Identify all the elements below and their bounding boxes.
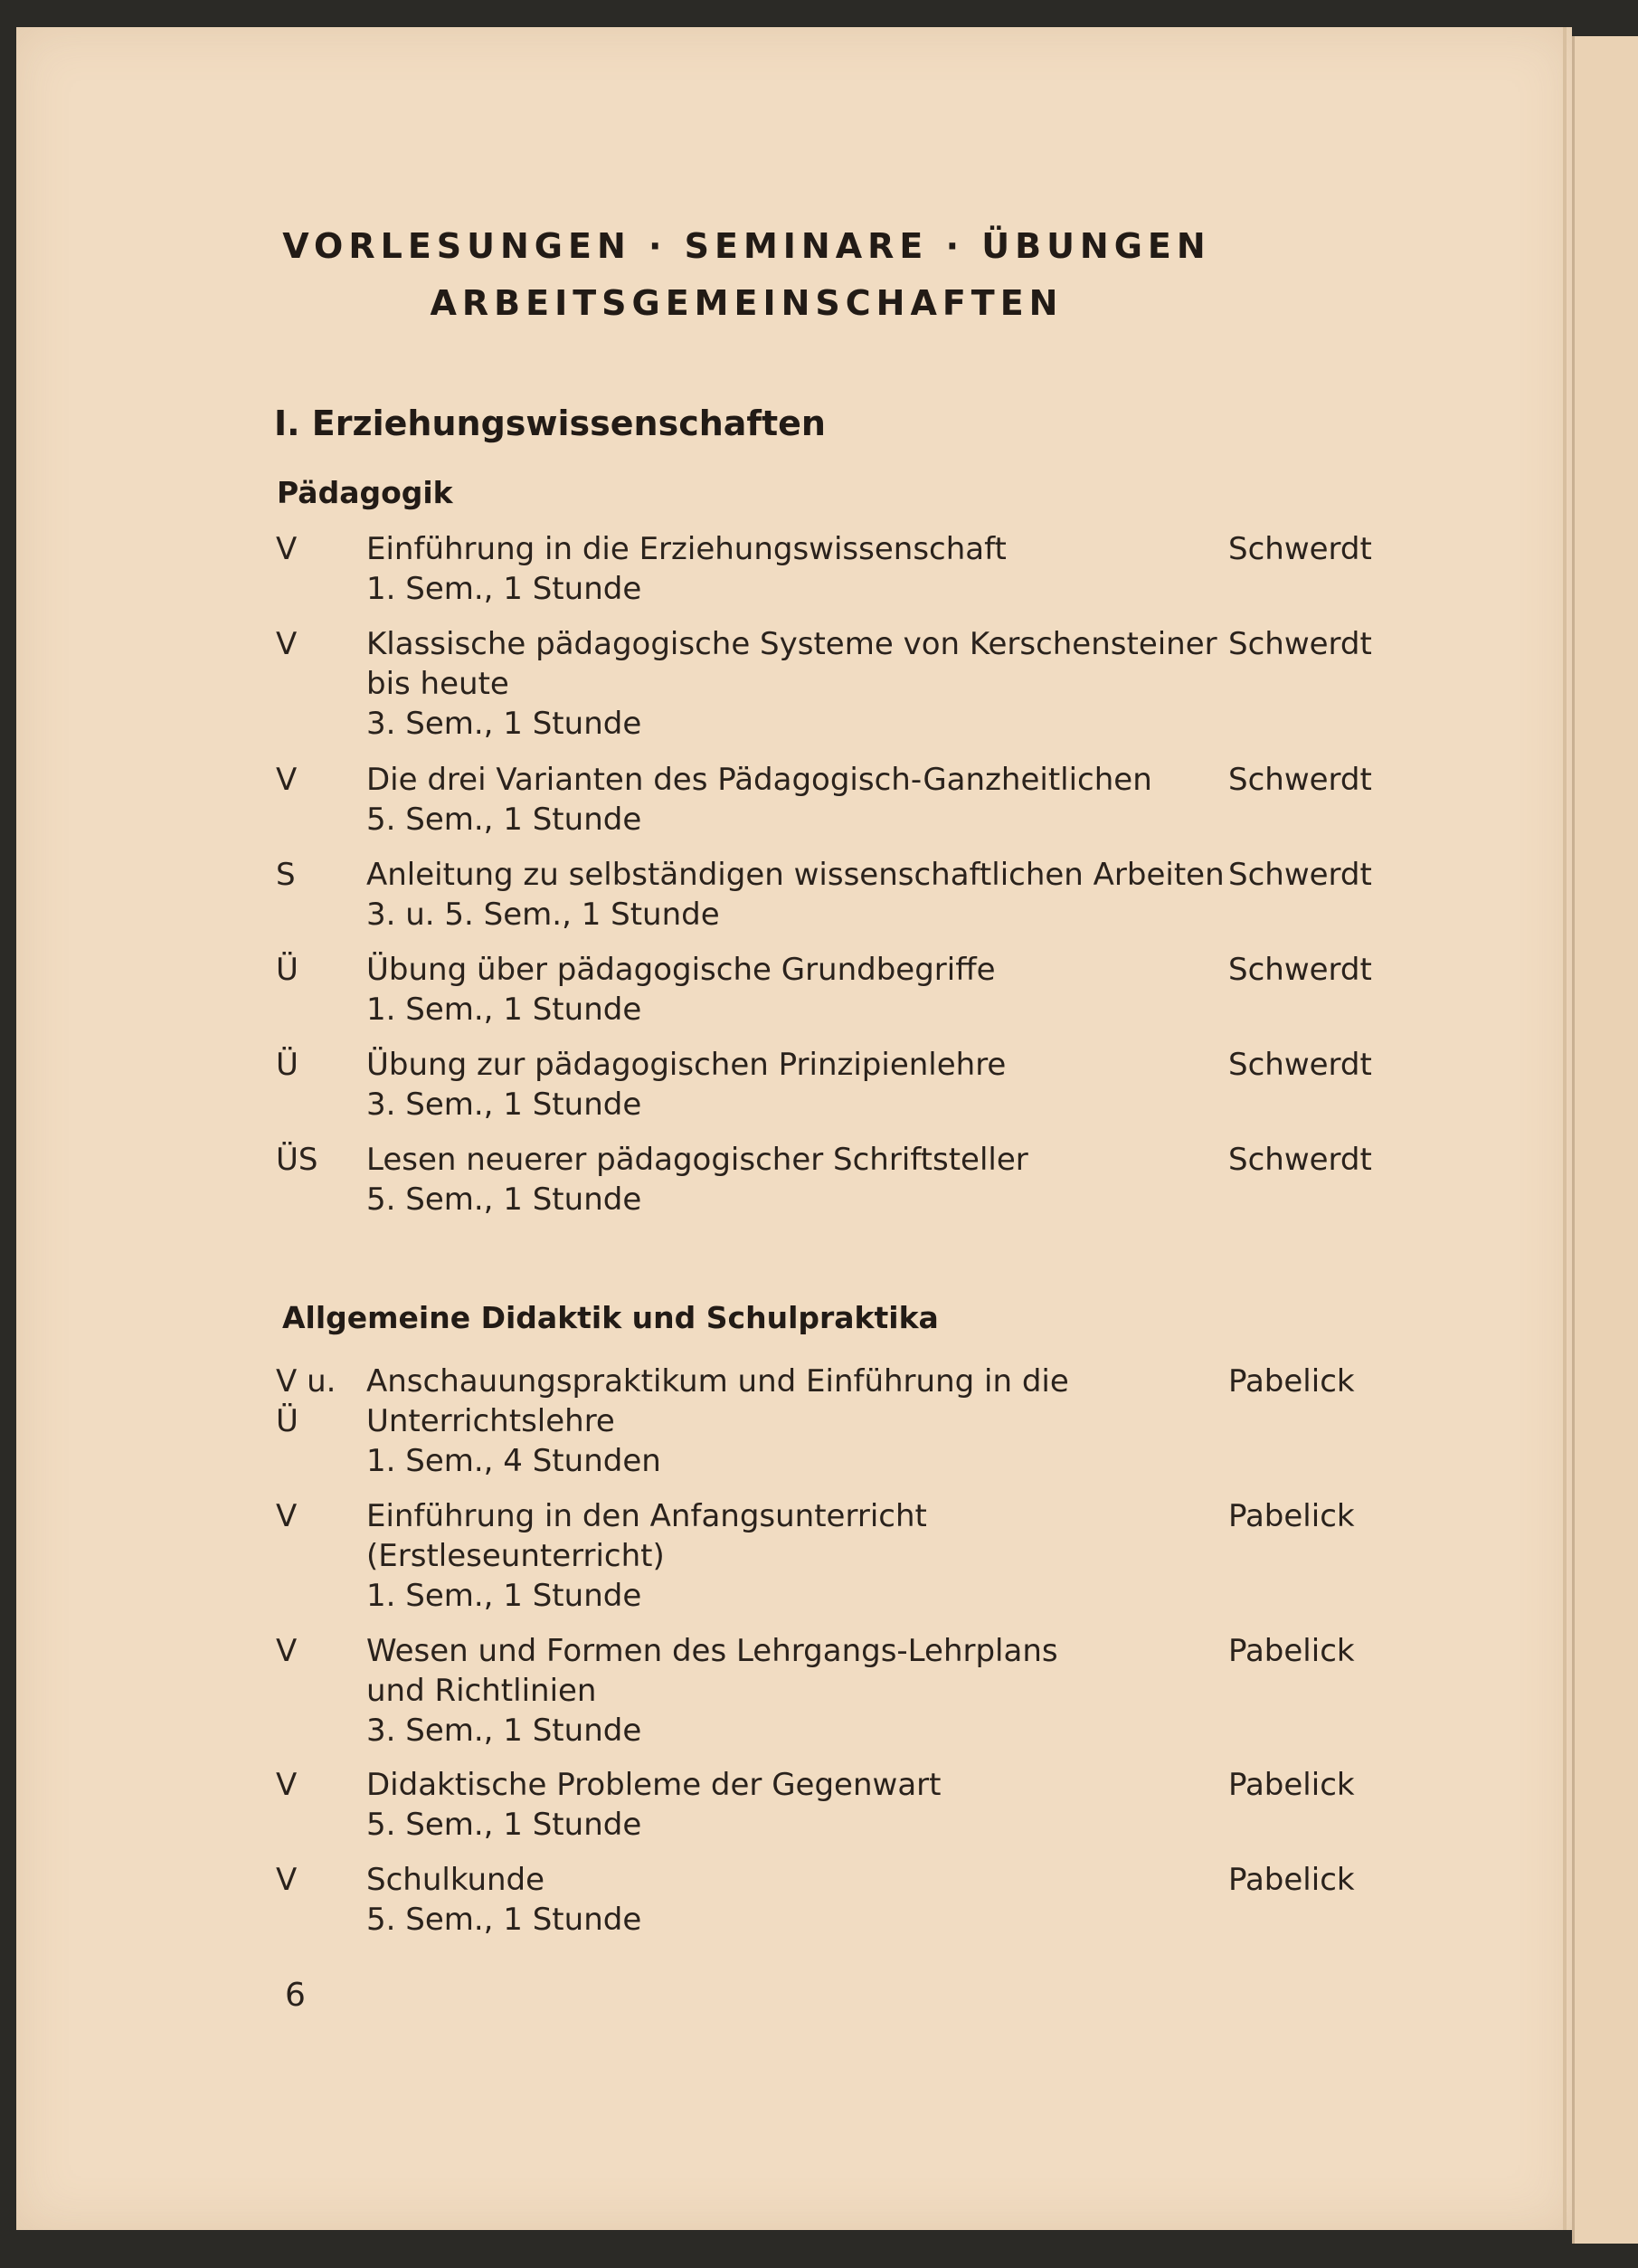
course-type: ÜS [276, 1142, 318, 1178]
course-details: 5. Sem., 1 Stunde [366, 802, 642, 838]
page-fold [1563, 27, 1567, 2230]
course-details: 1. Sem., 1 Stunde [366, 1578, 642, 1614]
course-lecturer: Schwerdt [1228, 626, 1372, 662]
course-details: 1. Sem., 1 Stunde [366, 571, 642, 607]
course-type: V [276, 1633, 298, 1669]
course-lecturer: Pabelick [1228, 1633, 1355, 1669]
course-type: V [276, 1498, 298, 1534]
course-lecturer: Pabelick [1228, 1862, 1355, 1898]
course-title: Didaktische Probleme der Gegenwart [366, 1767, 942, 1803]
course-type: S [276, 857, 296, 893]
course-lecturer: Schwerdt [1228, 531, 1372, 567]
course-type: V [276, 1862, 298, 1898]
section-title: I. Erziehungswissenschaften [274, 403, 826, 443]
course-lecturer: Schwerdt [1228, 1142, 1372, 1178]
course-lecturer: Schwerdt [1228, 857, 1372, 893]
course-details: 1. Sem., 4 Stunden [366, 1443, 661, 1479]
course-type: Ü [276, 1047, 298, 1083]
course-type: V [276, 626, 298, 662]
course-details: 3. Sem., 1 Stunde [366, 1087, 642, 1123]
course-title: Wesen und Formen des Lehrgangs-Lehrplans [366, 1633, 1058, 1669]
course-title: Klassische pädagogische Systeme von Kerschensteiner [366, 626, 1217, 662]
course-details: 3. Sem., 1 Stunde [366, 706, 642, 742]
course-details: 5. Sem., 1 Stunde [366, 1181, 642, 1218]
course-type: V [276, 531, 298, 567]
course-details: 1. Sem., 1 Stunde [366, 992, 642, 1028]
course-title: Lesen neuerer pädagogischer Schriftsteller [366, 1142, 1028, 1178]
course-details: 3. Sem., 1 Stunde [366, 1713, 642, 1749]
subsection-heading: Pädagogik [277, 475, 453, 510]
course-title: Anleitung zu selbständigen wissenschaftlichen Arbeiten [366, 857, 1225, 893]
page-title-line-1: VORLESUNGEN · SEMINARE · ÜBUNGEN [282, 226, 1211, 266]
course-title-continued: Unterrichtslehre [366, 1403, 615, 1439]
course-title-continued: (Erstleseunterricht) [366, 1538, 665, 1574]
page-number: 6 [285, 1977, 306, 2014]
course-type-line-2: Ü [276, 1403, 298, 1439]
course-type [276, 1362, 348, 1441]
course-title: Schulkunde [366, 1862, 545, 1898]
course-type-line: V u. [276, 1363, 336, 1400]
subsection-heading: Allgemeine Didaktik und Schulpraktika [282, 1300, 939, 1335]
course-lecturer: Schwerdt [1228, 762, 1372, 798]
course-lecturer: Schwerdt [1228, 952, 1372, 988]
course-title: Einführung in die Erziehungswissenschaft [366, 531, 1007, 567]
course-lecturer: Pabelick [1228, 1767, 1355, 1803]
course-title-continued: bis heute [366, 666, 509, 702]
course-title-continued: und Richtlinien [366, 1673, 597, 1709]
course-title: Einführung in den Anfangsunterricht [366, 1498, 927, 1534]
course-title: Anschauungspraktikum und Einführung in die [366, 1363, 1069, 1400]
course-lecturer: Schwerdt [1228, 1047, 1372, 1083]
course-lecturer: Pabelick [1228, 1363, 1355, 1400]
course-type: Ü [276, 952, 298, 988]
course-title: Übung zur pädagogischen Prinzipienlehre [366, 1047, 1007, 1083]
course-lecturer: Pabelick [1228, 1498, 1355, 1534]
course-title: Übung über pädagogische Grundbegriffe [366, 952, 996, 988]
course-type: V [276, 1767, 298, 1803]
page-title-line-2: ARBEITSGEMEINSCHAFTEN [430, 283, 1064, 323]
course-title: Die drei Varianten des Pädagogisch-Ganzheitlichen [366, 762, 1152, 798]
course-type: V [276, 762, 298, 798]
adjacent-page-edge [1572, 36, 1638, 2244]
course-details: 5. Sem., 1 Stunde [366, 1807, 642, 1843]
course-details: 5. Sem., 1 Stunde [366, 1902, 642, 1938]
course-details: 3. u. 5. Sem., 1 Stunde [366, 897, 720, 933]
